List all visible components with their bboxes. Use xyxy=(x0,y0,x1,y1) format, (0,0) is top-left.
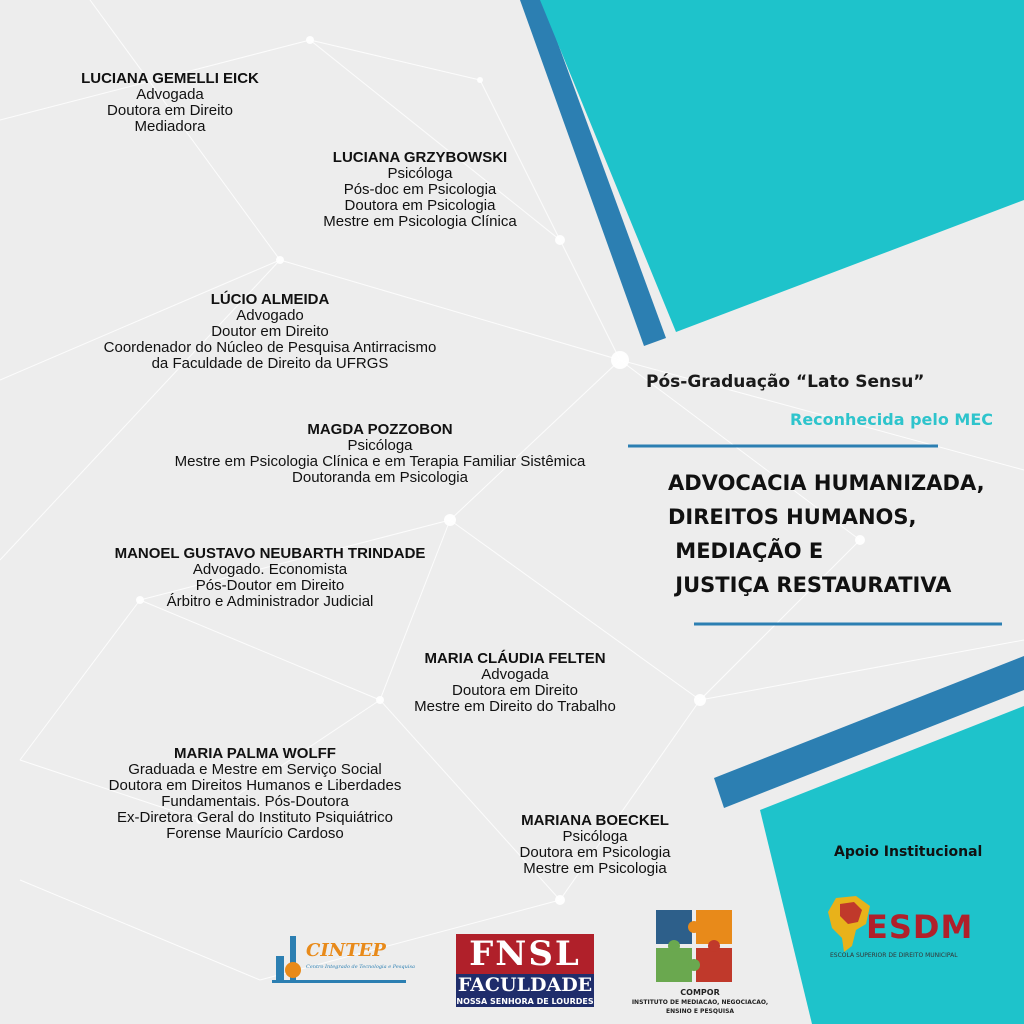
faculty-name: MARIA PALMA WOLFF xyxy=(174,745,336,762)
cintep-tagline: Centro Integrado de Tecnologia e Pesquisa xyxy=(306,964,415,970)
faculty-credential: Advogada xyxy=(481,666,549,683)
faculty-name: MARIANA BOECKEL xyxy=(521,812,669,829)
fnsl-sub: FACULDADE xyxy=(457,974,593,996)
course-title xyxy=(668,466,985,602)
faculty-credential: Doutoranda em Psicologia xyxy=(292,469,468,486)
faculty-name: LÚCIO ALMEIDA xyxy=(210,291,330,308)
compor-tagline: ENSINO E PESQUISA xyxy=(665,1008,735,1015)
faculty-credential: Psicóloga xyxy=(347,437,413,454)
faculty-name: MAGDA POZZOBON xyxy=(307,421,453,438)
faculty-credential: Doutora em Direito xyxy=(452,682,578,699)
program-recognition: Reconhecida pelo MEC xyxy=(790,410,994,429)
faculty-name: LUCIANA GRZYBOWSKI xyxy=(332,149,508,166)
faculty-credential: Ex-Diretora Geral do Instituto Psiquiátrico xyxy=(117,809,393,826)
faculty-name: LUCIANA GEMELLI EICK xyxy=(81,70,259,87)
faculty-credential: Doutor em Direito xyxy=(211,323,329,340)
faculty-credential: Doutora em Direito xyxy=(107,102,233,119)
faculty-credential: Mestre em Psicologia xyxy=(523,860,667,877)
faculty-mariana-boeckel xyxy=(470,813,720,877)
faculty-credential: Graduada e Mestre em Serviço Social xyxy=(128,761,382,778)
faculty-credential: Fundamentais. Pós-Doutora xyxy=(161,793,349,810)
fnsl-name: FNSL xyxy=(456,934,594,974)
faculty-credential: Doutora em Psicologia xyxy=(519,844,671,861)
faculty-credential: Mestre em Psicologia Clínica e em Terapia Familiar Sistêmica xyxy=(174,453,586,470)
faculty-credential: Doutora em Psicologia xyxy=(344,197,496,214)
cintep-name: CINTEP xyxy=(306,940,386,961)
faculty-credential: Doutora em Direitos Humanos e Liberdades xyxy=(108,777,402,794)
course-title-line: JUSTIÇA RESTAURATIVA xyxy=(668,573,952,597)
faculty-credential: da Faculdade de Direito da UFRGS xyxy=(151,355,389,372)
faculty-luciana-grzybowski xyxy=(290,150,550,230)
faculty-manoel-gustavo-neubarth-trindade xyxy=(80,546,460,610)
faculty-name: MANOEL GUSTAVO NEUBARTH TRINDADE xyxy=(114,545,426,562)
course-title-line: ADVOCACIA HUMANIZADA, xyxy=(668,471,985,495)
faculty-credential: Advogada xyxy=(136,86,204,103)
faculty-credential: Pós-Doutor em Direito xyxy=(195,577,345,594)
fnsl-logo xyxy=(456,934,594,1008)
faculty-credential: Mestre em Psicologia Clínica xyxy=(323,213,517,230)
course-title-line: MEDIAÇÃO E xyxy=(668,539,824,563)
faculty-maria-palma-wolff xyxy=(60,746,450,842)
faculty-maria-claudia-felten xyxy=(380,651,650,715)
faculty-credential: Psicóloga xyxy=(387,165,453,182)
compor-name: COMPOR xyxy=(680,988,720,997)
cintep-logo xyxy=(272,934,415,990)
faculty-credential: Pós-doc em Psicologia xyxy=(343,181,497,198)
program-type: Pós-Graduação “Lato Sensu” xyxy=(646,372,925,392)
puzzle-icon xyxy=(654,908,734,984)
esdm-name: ESDM xyxy=(866,908,974,946)
course-title-line: DIREITOS HUMANOS, xyxy=(668,505,917,529)
faculty-credential: Mediadora xyxy=(134,118,206,135)
faculty-name: MARIA CLÁUDIA FELTEN xyxy=(424,650,606,667)
esdm-tagline: ESCOLA SUPERIOR DE DIREITO MUNICIPAL xyxy=(830,952,958,959)
faculty-lucio-almeida xyxy=(50,292,490,372)
faculty-credential: Forense Maurício Cardoso xyxy=(166,825,344,842)
compor-tagline: INSTITUTO DE MEDIACAO, NEGOCIACAO, xyxy=(631,999,769,1006)
faculty-credential: Advogado. Economista xyxy=(192,561,348,578)
apoio-institucional-label: Apoio Institucional xyxy=(834,844,983,860)
faculty-credential: Coordenador do Núcleo de Pesquisa Antirracismo xyxy=(103,339,437,356)
esdm-logo xyxy=(826,894,1002,966)
faculty-credential: Psicóloga xyxy=(562,828,628,845)
faculty-magda-pozzobon xyxy=(120,422,640,486)
fnsl-tagline: NOSSA SENHORA DE LOURDES xyxy=(456,997,594,1006)
compor-logo xyxy=(622,908,778,1022)
faculty-credential: Mestre em Direito do Trabalho xyxy=(414,698,616,715)
faculty-credential: Advogado xyxy=(236,307,304,324)
faculty-luciana-gemelli-eick xyxy=(50,71,290,135)
faculty-credential: Árbitro e Administrador Judicial xyxy=(166,593,374,610)
